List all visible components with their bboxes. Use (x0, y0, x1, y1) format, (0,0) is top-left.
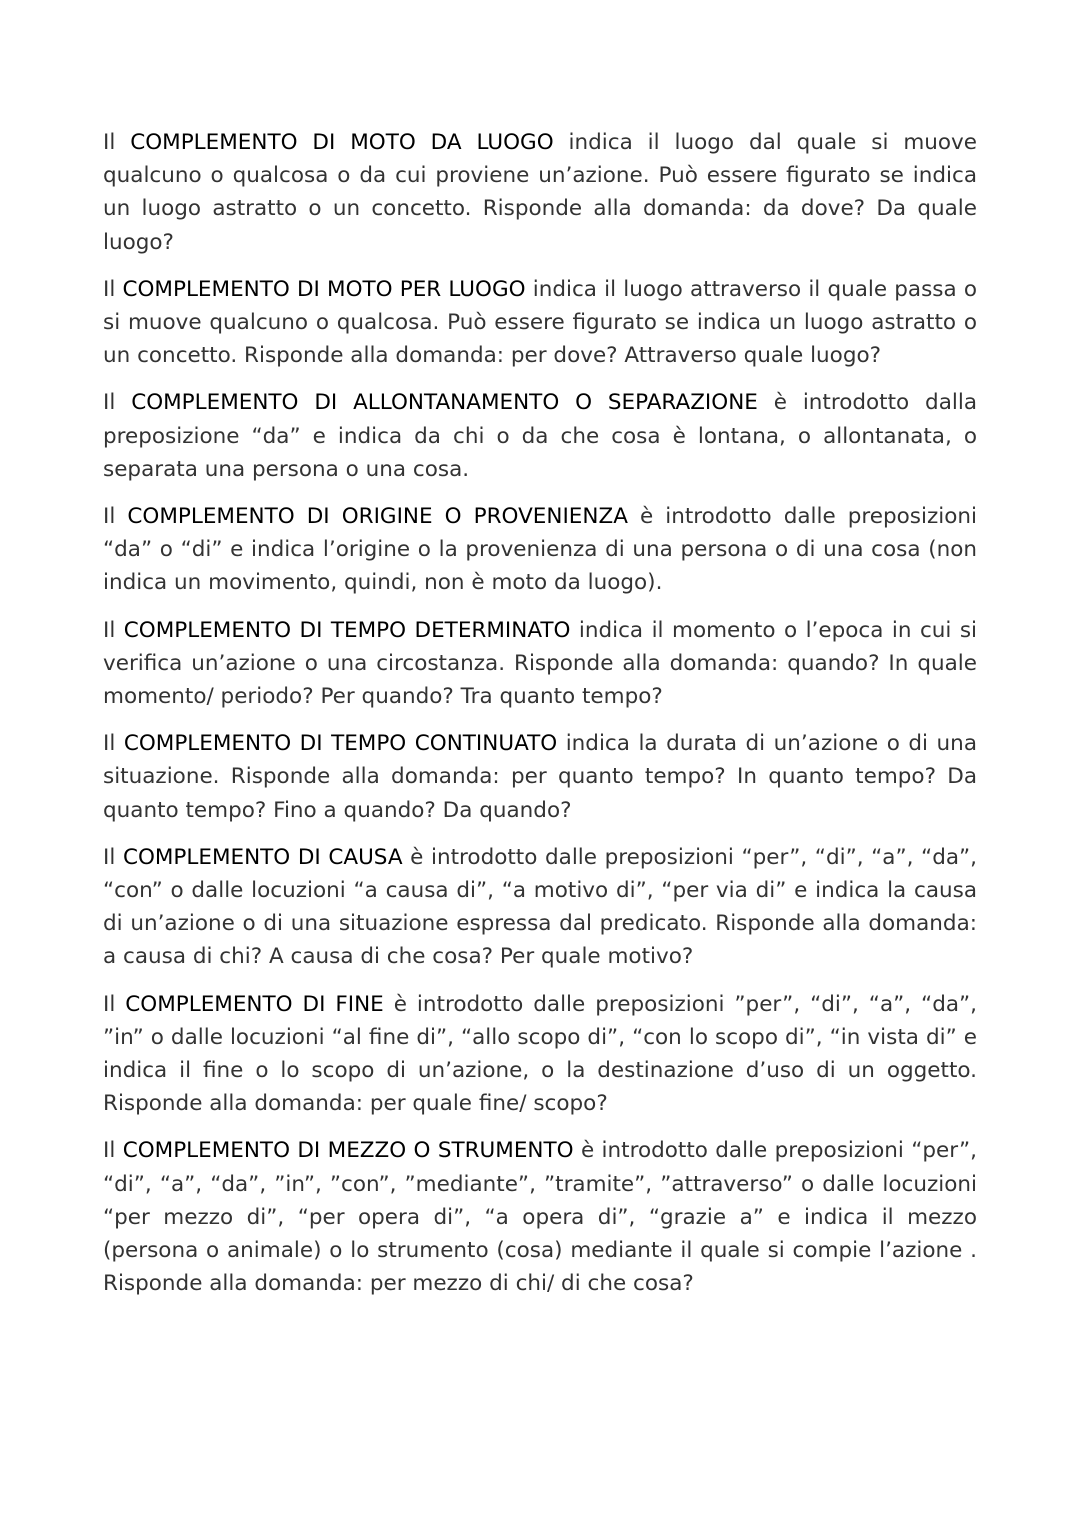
paragraph-moto-da-luogo (103, 126, 977, 259)
paragraph-article: Il (103, 617, 124, 643)
term-heading: COMPLEMENTO DI MEZZO O STRUMENTO (122, 1138, 574, 1164)
paragraph-body: indica il luogo attraverso il quale passa o si muove qualcuno o qualcosa. Può essere figurato se indica un luogo astratto o un concetto. Risponde alla domanda: per dove? Attraverso quale luogo? (103, 276, 977, 369)
term-heading: COMPLEMENTO DI FINE (125, 991, 384, 1017)
paragraph-tempo-determinato (103, 614, 977, 714)
paragraph-fine (103, 988, 977, 1121)
paragraph-allontanamento (103, 386, 977, 486)
paragraph-body: è introdotto dalle preposizioni “per”, “di”, “a”, “da”, “con” o dalle locuzioni “a causa di”, “a motivo di”, “per via di” e indica la causa di un’azione o di una situazione espressa dal predicato. Risponde alla domanda: a causa di chi? A causa di che cosa? Per quale motivo? (103, 844, 977, 970)
paragraph-article: Il (103, 276, 123, 302)
paragraph-body: indica la durata di un’azione o di una situazione. Risponde alla domanda: per quanto tempo? In quanto tempo? Da quanto tempo? Fino a quando? Da quando? (103, 731, 977, 823)
paragraph-body: è introdotto dalla preposizione “da” e indica da chi o da che cosa è lontana, o allontanata, o separata una persona o una cosa. (103, 390, 977, 482)
paragraph-tempo-continuato (103, 727, 977, 827)
paragraph-body: è introdotto dalle preposizioni ”per”, “di”, “a”, “da”, ”in” o dalle locuzioni “al fine di”, “allo scopo di”, “con lo scopo di”, “in vista di” e indica il fine o lo scopo di un’azione, o la destinazione d’uso di un oggetto. Risponde alla domanda: per quale fine/ scopo? (103, 991, 977, 1117)
paragraph-article: Il (103, 390, 132, 416)
term-heading: COMPLEMENTO DI ALLONTANAMENTO O SEPARAZIONE (131, 390, 758, 416)
term-heading: COMPLEMENTO DI ORIGINE O PROVENIENZA (127, 504, 628, 530)
paragraph-mezzo (103, 1134, 977, 1300)
paragraph-article: Il (103, 1138, 123, 1164)
paragraph-body: indica il luogo dal quale si muove qualcuno o qualcosa o da cui proviene un’azione. Può essere figurato se indica un luogo astratto o un concetto. Risponde alla domanda: da dove? Da quale luogo? (103, 130, 977, 255)
paragraph-article: Il (103, 130, 131, 155)
term-heading: COMPLEMENTO DI TEMPO CONTINUATO (123, 731, 558, 757)
paragraph-causa (103, 841, 977, 974)
paragraph-article: Il (103, 844, 123, 870)
term-heading: COMPLEMENTO DI MOTO PER LUOGO (122, 276, 526, 302)
paragraph-article: Il (103, 504, 128, 530)
paragraph-body: è introdotto dalle preposizioni “per”, “di”, “a”, “da”, ”in”, ”con”, ”mediante”, ”tramite”, ”attraverso” o dalle locuzioni “per mezzo di”, “per opera di”, “a opera di”, “grazie a” e indica il mezzo (persona o animale) o lo strumento (cosa) mediante il quale si compie l’azione . Risponde alla domanda: per mezzo di chi/ di che cosa? (103, 1138, 977, 1297)
paragraph-moto-per-luogo (103, 273, 977, 373)
term-heading: COMPLEMENTO DI MOTO DA LUOGO (130, 130, 554, 155)
paragraph-body: indica il momento o l’epoca in cui si verifica un’azione o una circostanza. Risponde alla domanda: quando? In quale momento/ periodo? Per quando? Tra quanto tempo? (103, 617, 978, 710)
document-page (103, 126, 977, 1315)
paragraph-article: Il (103, 731, 124, 757)
paragraph-article: Il (103, 991, 126, 1017)
paragraph-body: è introdotto dalle preposizioni “da” o “di” e indica l’origine o la provenienza di una persona o di una cosa (non indica un movimento, quindi, non è moto da luogo). (103, 504, 977, 596)
term-heading: COMPLEMENTO DI TEMPO DETERMINATO (123, 617, 571, 643)
term-heading: COMPLEMENTO DI CAUSA (122, 844, 403, 870)
paragraph-origine (103, 500, 977, 600)
